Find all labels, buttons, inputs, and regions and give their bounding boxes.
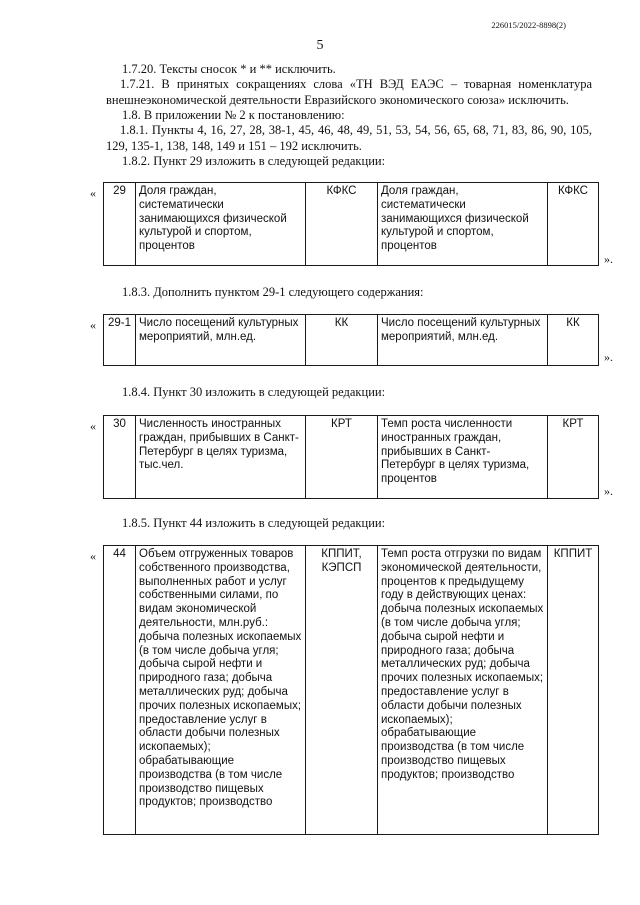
amendment-table-29 bbox=[103, 182, 599, 266]
indicator-name: Число посещений культурных мероприятий, млн.ед. bbox=[136, 315, 306, 366]
quote-open: « bbox=[90, 186, 96, 200]
indicator-name-new: Темп роста отгрузки по видам экономической деятельности, процентов к предыдущему году в действующих ценах: добыча полезных ископаемых (в том числе добыча угля; добыча сырой нефти и природного газа; добыча металлических руд; добыча прочих полезных ископаемых; предоставление услуг в области добычи полезных ископаемых); обрабатывающие производства (в том числе производство пищевых продуктов; производство bbox=[378, 546, 548, 835]
quote-open: « bbox=[90, 419, 96, 433]
item-number: 29 bbox=[104, 183, 136, 266]
amendment-table-29-1 bbox=[103, 314, 599, 366]
indicator-code-new: КППИТ bbox=[548, 546, 599, 835]
quote-open: « bbox=[90, 549, 96, 563]
item-number: 30 bbox=[104, 416, 136, 499]
quote-open: « bbox=[90, 318, 96, 332]
item-number: 44 bbox=[104, 546, 136, 835]
quote-close: ». bbox=[604, 484, 613, 498]
page-number: 5 bbox=[316, 38, 324, 53]
indicator-code: КППИТ, КЭПСП bbox=[306, 546, 378, 835]
quote-close: ». bbox=[604, 252, 613, 266]
paragraph-1-7-21: 1.7.21. В принятых сокращениях слова «ТН ВЭД ЕАЭС – товарная номенклатура внешнеэкономической деятельности Евразийского экономического союза» исключить. bbox=[106, 77, 592, 107]
indicator-code: КФКС bbox=[306, 183, 378, 266]
quote-close: ». bbox=[604, 350, 613, 364]
paragraph-1-8-4: 1.8.4. Пункт 30 изложить в следующей редакции: bbox=[122, 385, 386, 399]
indicator-code-new: КК bbox=[548, 315, 599, 366]
indicator-name: Численность иностранных граждан, прибывших в Санкт-Петербург в целях туризма, тыс.чел. bbox=[136, 416, 306, 499]
amendment-table-30 bbox=[103, 415, 599, 499]
amendment-table-44 bbox=[103, 545, 599, 835]
indicator-name-new: Темп роста численности иностранных граждан, прибывших в Санкт-Петербург в целях туризма, процентов bbox=[378, 416, 548, 499]
table-row bbox=[104, 315, 599, 366]
table-row bbox=[104, 183, 599, 266]
paragraph-1-8-1: 1.8.1. Пункты 4, 16, 27, 28, 38-1, 45, 46, 48, 49, 51, 53, 54, 56, 65, 68, 71, 83, 86, 90, 105, 129, 135-1, 138, 148, 149 и 151 – 192 исключить. bbox=[106, 123, 592, 153]
indicator-code: КРТ bbox=[306, 416, 378, 499]
table-row bbox=[104, 416, 599, 499]
document-id: 226015/2022-8898(2) bbox=[491, 20, 566, 30]
item-number: 29-1 bbox=[104, 315, 136, 366]
indicator-code: КК bbox=[306, 315, 378, 366]
indicator-name-new: Число посещений культурных мероприятий, млн.ед. bbox=[378, 315, 548, 366]
indicator-name: Доля граждан, систематически занимающихся физической культурой и спортом, процентов bbox=[136, 183, 306, 266]
paragraph-1-8-2: 1.8.2. Пункт 29 изложить в следующей редакции: bbox=[122, 154, 386, 168]
paragraph-1-7-20: 1.7.20. Тексты сносок * и ** исключить. bbox=[122, 62, 336, 76]
paragraph-1-8: 1.8. В приложении № 2 к постановлению: bbox=[122, 108, 345, 122]
indicator-name-new: Доля граждан, систематически занимающихся физической культурой и спортом, процентов bbox=[378, 183, 548, 266]
paragraph-1-8-3: 1.8.3. Дополнить пунктом 29-1 следующего содержания: bbox=[122, 285, 424, 299]
indicator-code-new: КФКС bbox=[548, 183, 599, 266]
paragraph-1-8-5: 1.8.5. Пункт 44 изложить в следующей редакции: bbox=[122, 516, 386, 530]
table-row bbox=[104, 546, 599, 835]
indicator-code-new: КРТ bbox=[548, 416, 599, 499]
indicator-name: Объем отгруженных товаров собственного производства, выполненных работ и услуг собственными силами, по видам экономической деятельности, млн.руб.: добыча полезных ископаемых (в том числе добыча угля; добыча сырой нефти и природного газа; добыча металлических руд; добыча прочих полезных ископаемых; предоставление услуг в области добычи полезных ископаемых); обрабатывающие производства (в том числе производство пищевых продуктов; производство bbox=[136, 546, 306, 835]
